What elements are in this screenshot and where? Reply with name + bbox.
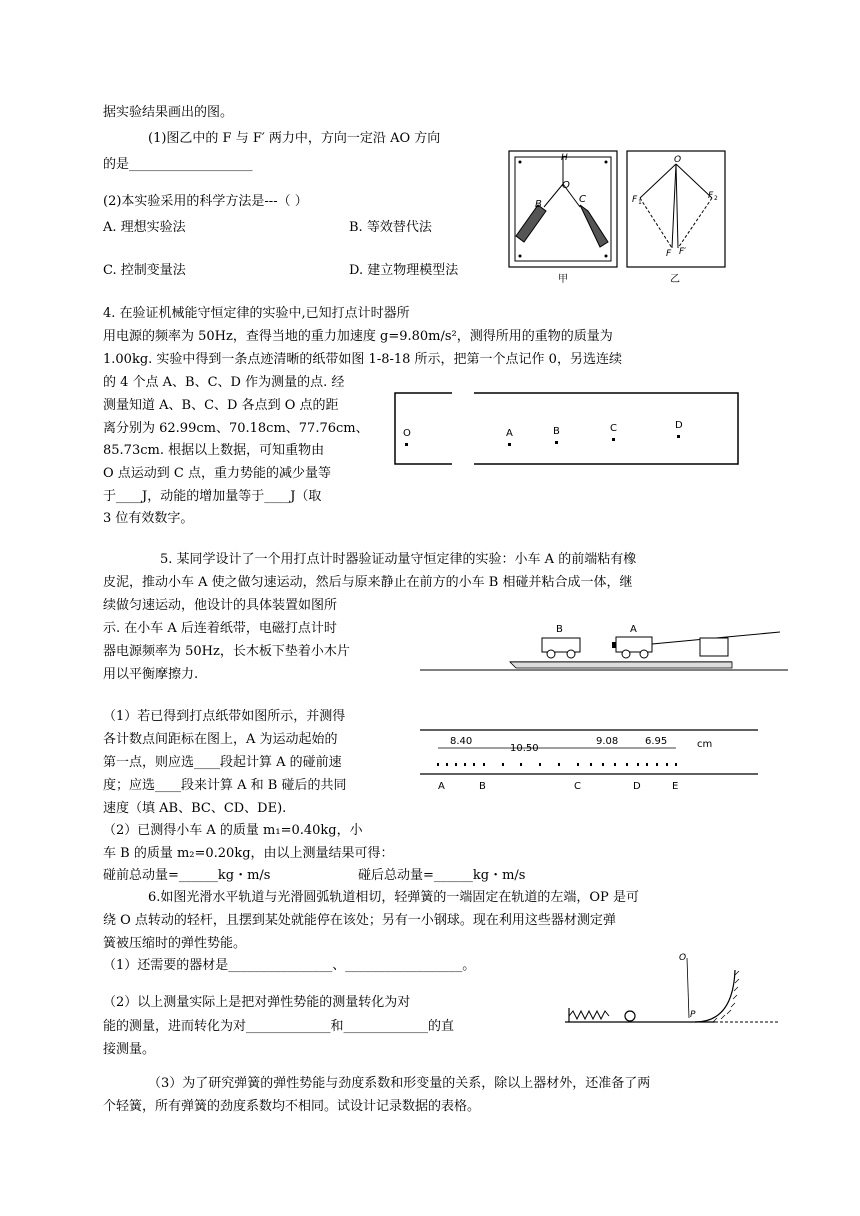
text-line: 据实验结果画出的图。 xyxy=(103,105,234,120)
option-c: C. 控制变量法 xyxy=(103,263,186,278)
cart-apparatus xyxy=(420,612,790,676)
text-line: （3）为了研究弹簧的弹性势能与劲度系数和形变量的关系，除以上器材外，还准备了两 xyxy=(148,1076,651,1091)
figure-label: 乙 xyxy=(670,274,680,285)
point-label: H xyxy=(561,153,568,163)
tape-point-label: A xyxy=(438,781,445,792)
text-line: （1）若已得到打点纸带如图所示，并测得 xyxy=(103,709,346,724)
force-label: F xyxy=(666,249,672,259)
force-label: F′ xyxy=(679,247,687,257)
figure-jia xyxy=(508,150,618,290)
text-line: 皮泥，推动小车 A 使之做匀速运动，然后与原来静止在前方的小车 B 相碰并粘合成一体，继 xyxy=(103,575,633,590)
cart-label-a: A xyxy=(630,624,637,635)
tape-figure-2 xyxy=(420,726,760,796)
point-label: P xyxy=(690,1010,696,1020)
text-line: 度；应选____段来计算 A 和 B 碰后的共同 xyxy=(103,778,347,793)
text-line: 绕 O 点转动的轻杆，且摆到某处就能停在该处；另有一小钢球。现在利用这些器材测定弹 xyxy=(103,913,616,928)
text-line: 接测量。 xyxy=(103,1042,156,1057)
text-line: 器电源频率为 50Hz，长木板下垫着小木片 xyxy=(103,644,350,659)
point-label: O xyxy=(679,953,687,963)
text-line: 碰后总动量=______kg・m/s xyxy=(358,868,526,883)
text-line: 用电源的频率为 50Hz，查得当地的重力加速度 g=9.80m/s²，测得所用的重物的质量为 xyxy=(103,329,613,344)
text-line: 车 B 的质量 m₂=0.20kg，由以上测量结果可得： xyxy=(103,846,394,861)
text-line: （2）以上测量实际上是把对弹性势能的测量转化为对 xyxy=(103,995,411,1010)
text-line: 4. 在验证机械能守恒定律的实验中,已知打点计时器所 xyxy=(103,306,410,321)
text-line: (2)本实验采用的科学方法是---（ ） xyxy=(103,194,308,209)
text-line: 续做匀速运动，他设计的具体装置如图所 xyxy=(103,598,338,613)
text-line: 用以平衡摩擦力. xyxy=(103,667,199,682)
text-line: 6.如图光滑水平轨道与光滑圆弧轨道相切，轻弹簧的一端固定在轨道的左端，OP 是可 xyxy=(148,890,639,905)
text-line: 速度（填 AB、BC、CD、DE). xyxy=(103,801,287,816)
tape-point-label: B xyxy=(479,781,486,792)
figure-label: 甲 xyxy=(558,274,568,285)
distance-label: 6.95 xyxy=(645,736,668,747)
figure-yi xyxy=(626,150,726,290)
option-a: A. 理想实验法 xyxy=(103,220,186,235)
text-line: （1）还需要的器材是________________、__________________。 xyxy=(103,958,476,973)
point-label: O xyxy=(562,180,570,191)
text-line: 于____J，动能的增加量等于____J（取 xyxy=(103,489,322,504)
text-line: 簧被压缩时的弹性势能。 xyxy=(103,936,247,951)
unit-label: cm xyxy=(697,739,713,750)
force-label: F xyxy=(632,195,638,205)
text-line: 离分别为 62.99cm、70.18cm、77.76cm、 xyxy=(103,421,369,436)
text-line: 的 4 个点 A、B、C、D 作为测量的点. 经 xyxy=(103,375,345,390)
text-line: 5. 某同学设计了一个用打点计时器验证动量守恒定律的实验：小车 A 的前端粘有橡 xyxy=(160,552,637,567)
point-label: C xyxy=(579,194,586,205)
text-line: 能的测量，进而转化为对_____________和_____________的直 xyxy=(103,1019,455,1034)
tape-point-label: A xyxy=(506,428,513,439)
force-subscript: 1 xyxy=(638,199,642,206)
text-line: 个轻簧，所有弹簧的劲度系数均不相同。试设计记录数据的表格。 xyxy=(103,1099,481,1114)
text-line: 85.73cm. 根据以上数据，可知重物由 xyxy=(103,443,325,458)
option-b: B. 等效替代法 xyxy=(349,220,432,235)
force-label: F xyxy=(708,191,714,201)
text-line: （2）已测得小车 A 的质量 m₁=0.40kg，小 xyxy=(103,823,363,838)
text-line: 各计数点间距标在图上，A 为运动起始的 xyxy=(103,732,338,747)
tape-point-label: C xyxy=(610,423,617,434)
text-line: 3 位有效数字。 xyxy=(103,511,194,526)
tape-point-label: O xyxy=(403,428,411,439)
tape-point-label: B xyxy=(553,426,560,437)
distance-label: 8.40 xyxy=(450,736,473,747)
tape-point-label: D xyxy=(675,420,683,431)
text-line: (1)图乙中的 F 与 F′ 两力中，方向一定沿 AO 方向 xyxy=(148,131,441,146)
cart-label-b: B xyxy=(556,624,563,635)
tape-figure-1 xyxy=(394,392,740,468)
tape-point-label: E xyxy=(672,781,679,792)
point-label: O xyxy=(674,155,682,165)
text-line: 的是___________________ xyxy=(103,157,253,172)
text-line: 1.00kg. 实验中得到一条点迹清晰的纸带如图 1-8-18 所示，把第一个点记作 0，另选连续 xyxy=(103,352,622,367)
text-line: 第一点，则应选____段起计算 A 的碰前速 xyxy=(103,755,342,770)
spring-track-figure xyxy=(565,940,785,1030)
text-line: 示. 在小车 A 后连着纸带，电磁打点计时 xyxy=(103,621,337,636)
force-subscript: 2 xyxy=(714,195,718,202)
text-line: 测量知道 A、B、C、D 各点到 O 点的距 xyxy=(103,398,339,413)
point-label: B xyxy=(535,199,542,210)
distance-label: 10.50 xyxy=(510,743,539,754)
tape-point-label: C xyxy=(574,781,581,792)
text-line: 碰前总动量=______kg・m/s xyxy=(103,868,271,883)
distance-label: 9.08 xyxy=(596,736,619,747)
tape-point-label: D xyxy=(633,781,641,792)
text-line: O 点运动到 C 点，重力势能的减少量等 xyxy=(103,466,332,481)
option-d: D. 建立物理模型法 xyxy=(349,263,459,278)
